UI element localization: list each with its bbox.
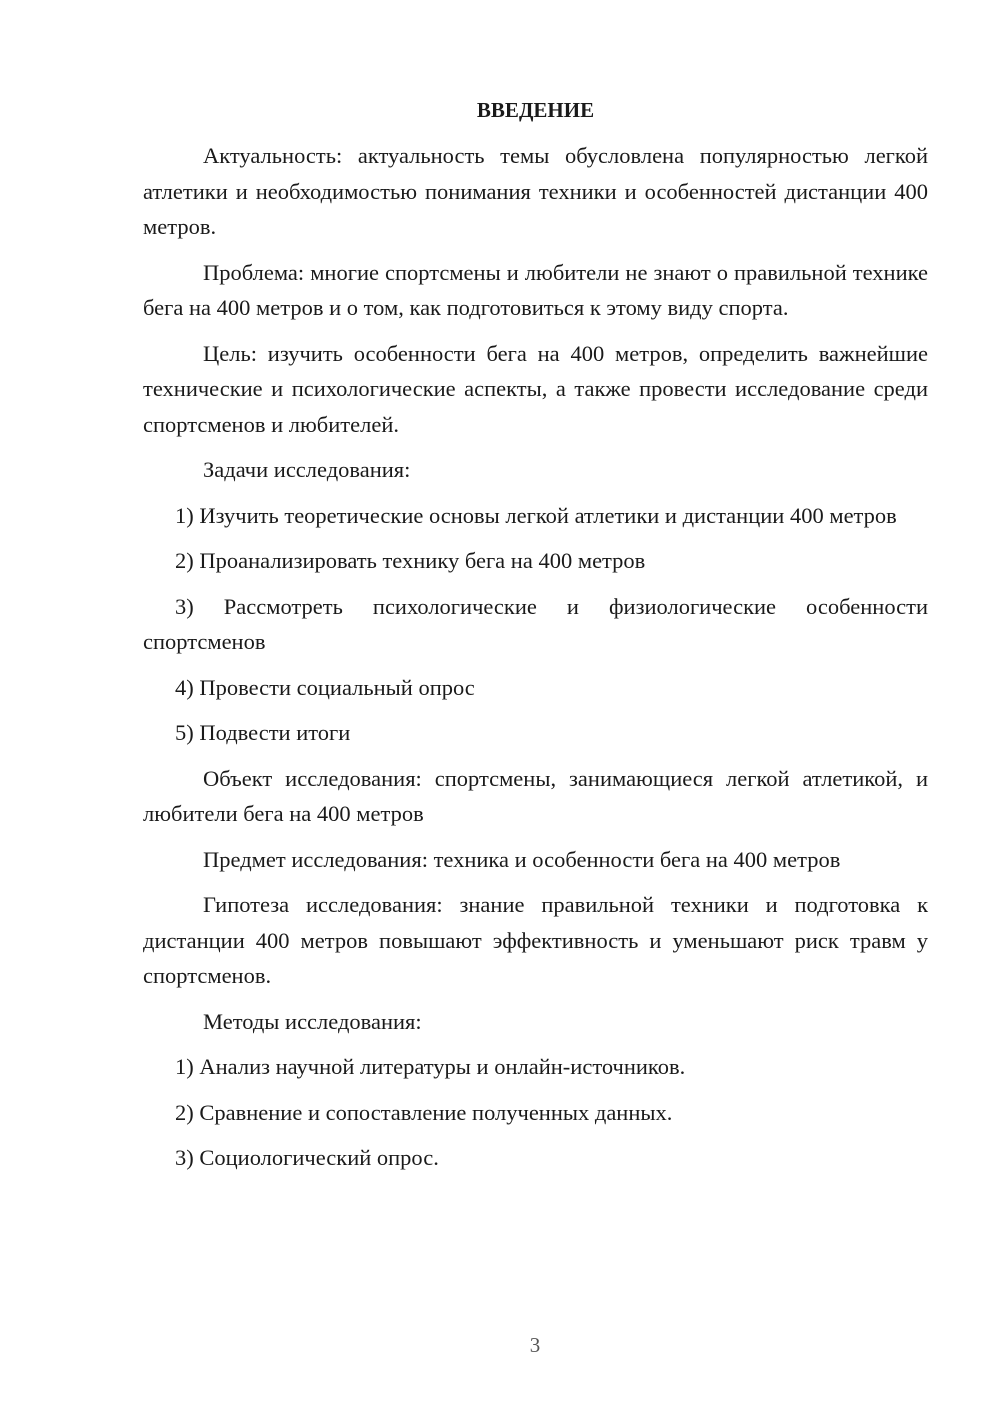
page-title: ВВЕДЕНИЕ xyxy=(476,98,595,122)
methods-title: Методы исследования: xyxy=(203,1008,422,1034)
method-item-3: 3) Социологический опрос. xyxy=(175,1145,439,1170)
method-item-2: 2) Сравнение и сопоставление полученных данных. xyxy=(175,1099,673,1125)
problem-paragraph: Проблема: многие спортсмены и любители не знают о правильной технике бега на 400 метров и о том, как подготовиться к этому виду спорта. xyxy=(143,259,928,320)
task-item-5: 5) Подвести итоги xyxy=(175,720,351,745)
task-item-1: 1) Изучить теоретические основы легкой атлетики и дистанции 400 метров xyxy=(175,502,897,528)
task-item-4: 4) Провести социальный опрос xyxy=(175,674,475,700)
document-page xyxy=(143,92,928,1176)
task-item-3: 3) Рассмотреть психологические и физиологические особенности спортсменов xyxy=(143,593,928,654)
relevance-paragraph: Актуальность: актуальность темы обусловлена популярностью легкой атлетики и необходимостью понимания техники и особенностей дистанции 400 метров. xyxy=(143,143,928,239)
task-item-2: 2) Проанализировать технику бега на 400 метров xyxy=(175,548,646,573)
method-item-1: 1) Анализ научной литературы и онлайн-источников. xyxy=(175,1054,686,1079)
hypothesis-paragraph: Гипотеза исследования: знание правильной техники и подготовка к дистанции 400 метров повышают эффективность и уменьшают риск травм у спортсменов. xyxy=(143,892,928,988)
subject-paragraph: Предмет исследования: техника и особенности бега на 400 метров xyxy=(203,846,841,872)
goal-paragraph: Цель: изучить особенности бега на 400 метров, определить важнейшие технические и психологические аспекты, а также провести исследование среди спортсменов и любителей. xyxy=(143,340,928,437)
page-number: 3 xyxy=(529,1333,541,1357)
tasks-title: Задачи исследования: xyxy=(203,457,411,482)
object-paragraph: Объект исследования: спортсмены, занимающиеся легкой атлетикой, и любители бега на 400 метров xyxy=(143,765,928,826)
